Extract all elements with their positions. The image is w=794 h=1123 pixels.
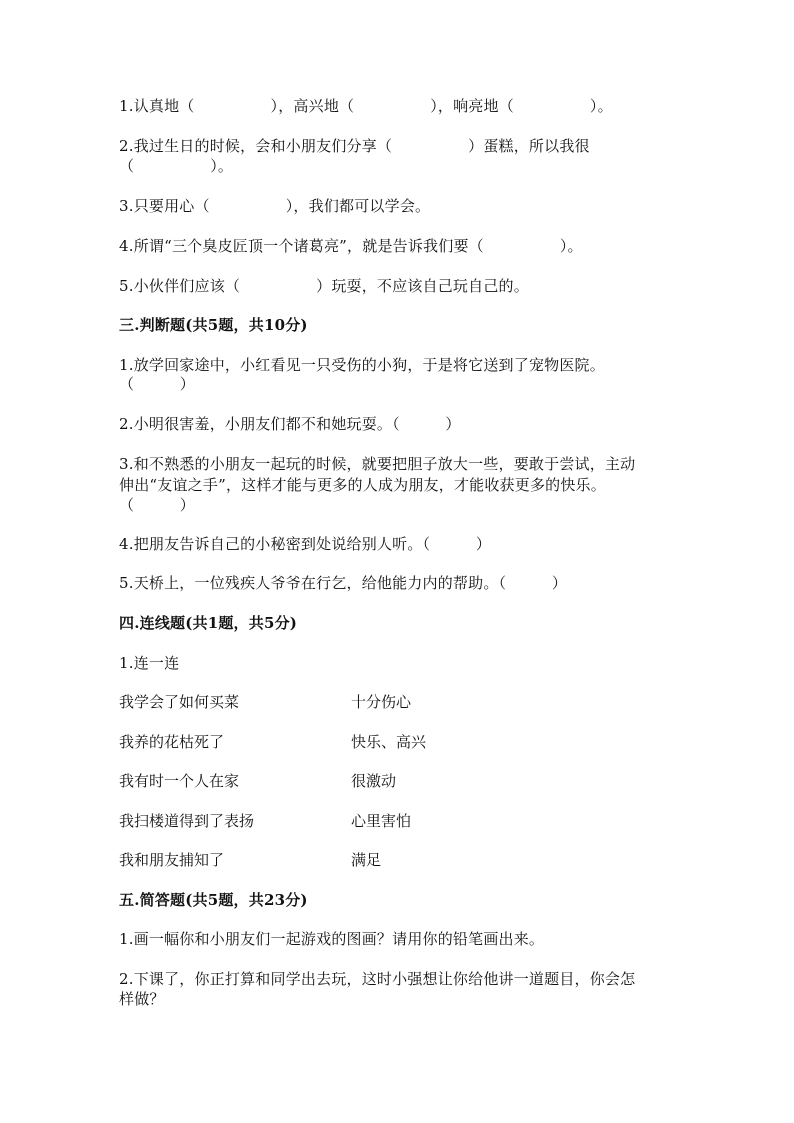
judgement-q1-line1: 1.放学回家途中，小红看见一只受伤的小狗，于是将它送到了宠物医院。 — [119, 356, 605, 374]
fill-blank-q2-line1: 2.我过生日的时候，会和小朋友们分享（ ）蛋糕，所以我很 — [119, 137, 590, 155]
fill-blank-q2-line2: （ ）。 — [119, 157, 234, 175]
judgement-q3-line3: （ ） — [119, 496, 196, 514]
fill-blank-q5-line1: 5.小伙伴们应该（ ）玩耍，不应该自己玩自己的。 — [119, 277, 529, 295]
fill-blank-q1-line1: 1.认真地（ ），高兴地（ ），响亮地（ ）。 — [119, 97, 613, 115]
short-answer-q2-line1: 2.下课了，你正打算和同学出去玩，这时小强想让你给他讲一道题目，你会怎 — [119, 970, 636, 988]
matching-left-item: 我和朋友捕知了 — [119, 851, 225, 869]
section-heading-short-answer: 五.简答题(共5题，共23分) — [119, 891, 308, 909]
section-heading-judgement: 三.判断题(共5题，共10分) — [119, 316, 308, 334]
matching-left-item: 我养的花枯死了 — [119, 733, 225, 751]
section-heading-matching: 四.连线题(共1题，共5分) — [119, 614, 298, 632]
matching-left-item: 我扫楼道得到了表扬 — [119, 812, 255, 830]
matching-left-item: 我学会了如何买菜 — [119, 693, 240, 711]
judgement-q3-line1: 3.和不熟悉的小朋友一起玩的时候，就要把胆子放大一些，要敢于尝试，主动 — [119, 455, 636, 473]
exam-page — [119, 0, 679, 1123]
matching-question: 1.连一连 — [119, 654, 180, 672]
fill-blank-q4-line1: 4.所谓“三个臭皮匠顶一个诸葛亮”，就是告诉我们要（ ）。 — [119, 237, 583, 255]
matching-right-item: 心里害怕 — [351, 812, 412, 830]
judgement-q4-line1: 4.把朋友告诉自己的小秘密到处说给别人听。（ ） — [119, 535, 492, 553]
judgement-q3-line2: 伸出“友谊之手”，这样才能与更多的人成为朋友，才能收获更多的快乐。 — [119, 476, 606, 494]
matching-right-item: 十分伤心 — [351, 693, 412, 711]
matching-right-item: 很激动 — [351, 772, 397, 790]
matching-left-item: 我有时一个人在家 — [119, 772, 240, 790]
judgement-q1-line2: （ ） — [119, 375, 196, 393]
fill-blank-q3-line1: 3.只要用心（ ），我们都可以学会。 — [119, 197, 431, 215]
judgement-q2-line1: 2.小明很害羞，小朋友们都不和她玩耍。（ ） — [119, 415, 461, 433]
short-answer-q2-line2: 样做？ — [119, 990, 165, 1008]
judgement-q5-line1: 5.天桥上，一位残疾人爷爷在行乞，给他能力内的帮助。（ ） — [119, 574, 568, 592]
matching-right-item: 满足 — [351, 851, 382, 869]
matching-right-item: 快乐、高兴 — [351, 733, 427, 751]
short-answer-q1-line1: 1.画一幅你和小朋友们一起游戏的图画？请用你的铅笔画出来。 — [119, 930, 545, 948]
